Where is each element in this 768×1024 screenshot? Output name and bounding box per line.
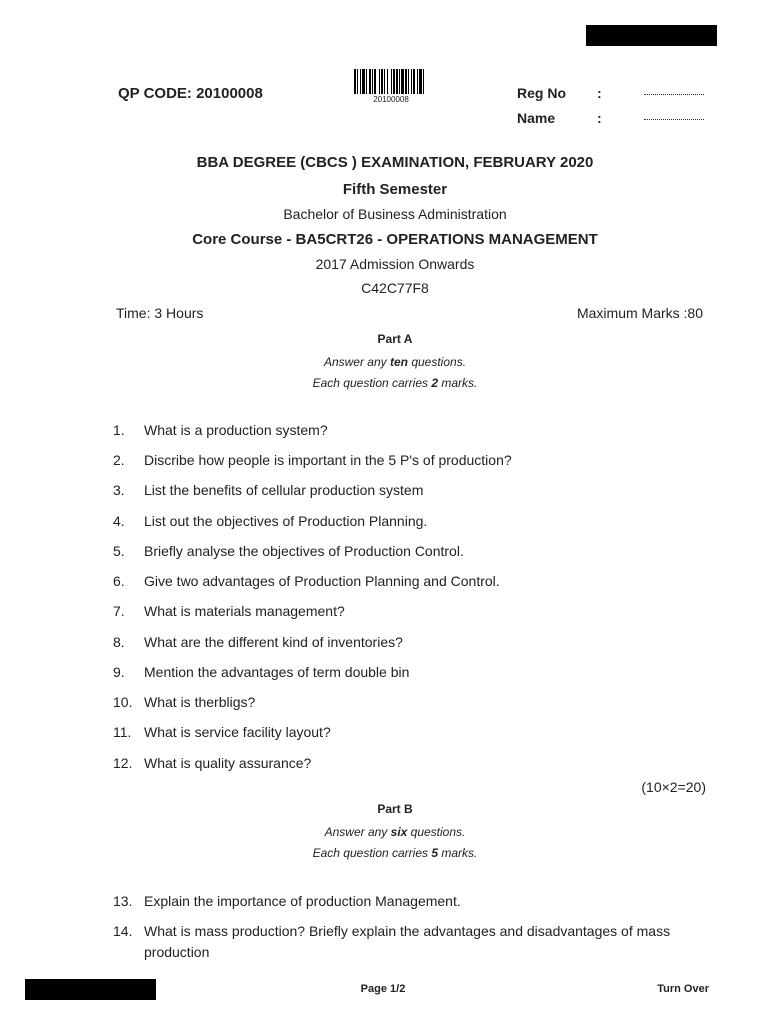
barcode-image [353,69,429,95]
reg-no-colon: : [597,85,602,101]
question-number: 14. [113,923,133,939]
question-text: What are the different kind of inventories? [144,634,403,650]
reg-no-field[interactable] [644,94,704,95]
name-colon: : [597,110,602,126]
part-b-instruction-2: Each question carries 5 marks. [312,846,478,860]
question-number: 4. [113,513,125,529]
program-title: Bachelor of Business Administration [283,206,507,222]
question-text: What is quality assurance? [144,755,312,771]
question-text: List out the objectives of Production Planning. [144,513,428,529]
part-b-instruction-1: Answer any six questions. [324,825,466,839]
question-number: 11. [113,724,132,740]
question-number: 13. [113,893,133,909]
course-title: Core Course - BA5CRT26 - OPERATIONS MANAGEMENT [192,231,598,248]
name-label: Name [517,110,556,126]
question-number: 7. [113,603,125,619]
question-number: 5. [113,543,125,559]
question-number: 2. [113,452,125,468]
question-text: What is materials management? [144,603,345,619]
reg-no-label: Reg No [517,85,566,101]
question-text: What is mass production? Briefly explain the advantages and disadvantages of mass production [144,923,671,960]
question-number: 1. [113,422,125,438]
page-number: Page 1/2 [360,983,406,995]
barcode-number: 20100008 [373,95,409,104]
question-number: 3. [113,482,125,498]
question-number: 6. [113,573,125,589]
question-text: Mention the advantages of term double bin [144,664,410,680]
question-text: Discribe how people is important in the 5 P's of production? [144,452,512,468]
time-label: Time: 3 Hours [116,305,204,321]
question-number: 12. [113,755,133,771]
semester-title: Fifth Semester [342,181,448,198]
part-a-instruction-2: Each question carries 2 marks. [312,376,478,390]
paper-code: C42C77F8 [361,280,429,296]
question-number: 10. [113,694,133,710]
part-a-total: (10×2=20) [641,779,706,795]
redaction-block-top [586,25,717,46]
turn-over-label: Turn Over [657,983,709,995]
question-number: 8. [113,634,125,650]
part-a-instruction-1: Answer any ten questions. [323,355,467,369]
question-text: List the benefits of cellular production system [144,482,424,498]
part-b-heading: Part B [377,802,413,816]
exam-title: BBA DEGREE (CBCS ) EXAMINATION, FEBRUARY 2020 [196,154,594,171]
max-marks-label: Maximum Marks :80 [576,305,703,321]
part-a-heading: Part A [377,332,413,346]
question-text: Briefly analyse the objectives of Production Control. [144,543,464,559]
question-text: What is service facility layout? [144,724,331,740]
name-field[interactable] [644,119,704,120]
question-text: What is therbligs? [144,694,256,710]
redaction-block-bottom [25,979,156,1000]
question-text: What is a production system? [144,422,328,438]
question-text: Give two advantages of Production Planning and Control. [144,573,500,589]
qp-code: QP CODE: 20100008 [118,85,263,102]
question-text: Explain the importance of production Management. [144,893,461,909]
admission-title: 2017 Admission Onwards [315,256,475,272]
question-number: 9. [113,664,125,680]
